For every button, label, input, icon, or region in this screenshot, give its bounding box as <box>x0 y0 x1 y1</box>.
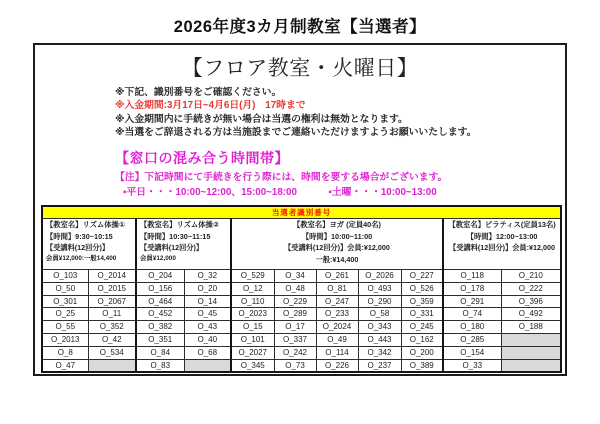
winner-id-cell: O_55 <box>42 321 88 334</box>
winner-id-cell: O_12 <box>231 282 274 295</box>
table-row <box>42 359 561 372</box>
winner-id-cell: O_103 <box>42 270 88 283</box>
winner-id-cell: O_210 <box>501 270 561 283</box>
class-header-line: 【受講料(12回分)】 <box>140 243 204 252</box>
winner-id-cell: O_2067 <box>88 295 136 308</box>
winner-id-cell: O_345 <box>231 359 274 372</box>
band-title: 当選者識別番号 <box>42 206 561 219</box>
winner-id-cell: O_15 <box>231 321 274 334</box>
class-header-line: 【時間】9:30~10:15 <box>46 231 113 241</box>
winner-id-cell: O_101 <box>231 333 274 346</box>
winner-id-cell: O_68 <box>184 346 231 359</box>
class-header-line: 【教室名】ピラティス(定員13名) <box>448 220 556 229</box>
winner-id-cell: O_290 <box>358 295 401 308</box>
congestion-note: 【注】下記時間にて手続きを行う際には、時間を要する場合がございます。 <box>115 172 448 183</box>
winner-id-cell: O_50 <box>42 282 88 295</box>
floor-class-heading: 【フロア教室・火曜日】 <box>181 56 419 80</box>
winner-id-cell: O_493 <box>358 282 401 295</box>
class-header-line: 【時間】10:30~11:15 <box>140 231 211 241</box>
winner-id-cell: O_11 <box>88 308 136 321</box>
winner-id-cell: O_83 <box>136 359 184 372</box>
winner-id-cell: O_8 <box>42 346 88 359</box>
note-line: ※当選をご辞退される方は当施設までご連絡いただけますようお願いいたします。 <box>115 126 477 138</box>
winner-id-cell: O_42 <box>88 333 136 346</box>
winner-id-cell: O_359 <box>401 295 443 308</box>
class-header-3 <box>231 219 443 270</box>
table-row <box>42 295 561 308</box>
winner-id-cell: O_180 <box>443 321 501 334</box>
winner-id-cell: O_118 <box>443 270 501 283</box>
winner-id-cell: O_2015 <box>88 282 136 295</box>
winner-id-cell: O_229 <box>274 295 316 308</box>
winner-id-cell: O_331 <box>401 308 443 321</box>
class-header-line: 【教室名】リズム体操① <box>46 220 126 229</box>
winner-id-cell: O_2013 <box>42 333 88 346</box>
winner-id-cell: O_156 <box>136 282 184 295</box>
winner-id-cell: O_351 <box>136 333 184 346</box>
table-row <box>42 308 561 321</box>
winner-id-cell: O_226 <box>316 359 358 372</box>
winner-id-cell: O_40 <box>184 333 231 346</box>
winner-id-cell: O_289 <box>274 308 316 321</box>
winner-id-cell: O_154 <box>443 346 501 359</box>
winner-id-cell: O_227 <box>401 270 443 283</box>
winner-id-cell: O_49 <box>316 333 358 346</box>
winner-id-cell: O_114 <box>316 346 358 359</box>
winner-id-cell: O_43 <box>184 321 231 334</box>
winner-id-cell: O_492 <box>501 308 561 321</box>
winner-id-cell: O_526 <box>401 282 443 295</box>
winner-id-cell: O_529 <box>231 270 274 283</box>
winner-id-cell: O_233 <box>316 308 358 321</box>
table-row <box>42 282 561 295</box>
winner-id-cell: O_2027 <box>231 346 274 359</box>
class-header-line: 一般:¥14,400 <box>315 254 359 264</box>
winners-table <box>41 205 562 373</box>
winner-id-cell: O_261 <box>316 270 358 283</box>
table-row <box>42 346 561 359</box>
winner-id-cell: O_247 <box>316 295 358 308</box>
note-line-payment-period: ※入金期間:3月17日~4月6日(月) 17時まで <box>115 100 306 112</box>
winner-id-cell: O_343 <box>358 321 401 334</box>
class-header-line: 【時間】10:00~11:00 <box>301 231 373 241</box>
class-header-line: 会員¥12,000:一般14,400 <box>46 254 117 262</box>
winner-id-cell: O_200 <box>401 346 443 359</box>
winner-id-cell: O_342 <box>358 346 401 359</box>
winner-id-cell: O_396 <box>501 295 561 308</box>
winner-id-cell: O_534 <box>88 346 136 359</box>
winner-id-cell: O_17 <box>274 321 316 334</box>
notice-panel <box>33 43 567 376</box>
class-header-line: 【受講料(12回分)】会員:¥12,000 <box>449 243 555 252</box>
class-header-line: 【時間】12:00~13:00 <box>466 231 538 241</box>
class-header-line: 【受講料(12回分)】 <box>46 243 110 252</box>
winner-id-cell: O_74 <box>443 308 501 321</box>
winner-id-cell: O_33 <box>443 359 501 372</box>
class-header-line: 会員¥12,000 <box>140 254 176 262</box>
winner-id-cell: O_2024 <box>316 321 358 334</box>
winner-id-cell: O_45 <box>184 308 231 321</box>
winner-id-cell: O_81 <box>316 282 358 295</box>
winner-id-cell: O_2014 <box>88 270 136 283</box>
winner-id-cell: O_452 <box>136 308 184 321</box>
winner-id-cell: O_242 <box>274 346 316 359</box>
saturday-times: ▪土曜・・・10:00~13:00 <box>328 187 437 198</box>
congestion-heading: 【窓口の混み合う時間帯】 <box>115 150 289 166</box>
winner-id-cell: O_245 <box>401 321 443 334</box>
winner-id-cell: O_110 <box>231 295 274 308</box>
winner-id-cell: O_25 <box>42 308 88 321</box>
class-header-4 <box>443 219 561 270</box>
winner-id-cell: O_58 <box>358 308 401 321</box>
winner-id-cell: O_222 <box>501 282 561 295</box>
winner-id-cell: O_301 <box>42 295 88 308</box>
winner-id-cell: O_382 <box>136 321 184 334</box>
empty-cell <box>184 359 231 372</box>
page-title: 2026年度3カ月制教室【当選者】 <box>173 18 427 36</box>
winner-id-cell: O_20 <box>184 282 231 295</box>
winner-id-cell: O_178 <box>443 282 501 295</box>
winner-id-cell: O_237 <box>358 359 401 372</box>
congestion-times <box>123 184 437 198</box>
winner-id-cell: O_32 <box>184 270 231 283</box>
winner-id-cell: O_48 <box>274 282 316 295</box>
class-header-line: 【教室名】リズム体操② <box>140 220 220 229</box>
class-header-2 <box>136 219 231 270</box>
winner-id-cell: O_389 <box>401 359 443 372</box>
empty-cell <box>88 359 136 372</box>
winner-id-cell: O_443 <box>358 333 401 346</box>
winner-id-cell: O_2026 <box>358 270 401 283</box>
winner-id-cell: O_73 <box>274 359 316 372</box>
note-line: ※下記、識別番号をご確認ください。 <box>115 87 282 98</box>
weekday-times: ▪平日・・・10:00~12:00、15:00~18:00 <box>123 187 297 198</box>
winner-id-cell: O_47 <box>42 359 88 372</box>
class-header-line: 【受講料(12回分)】会員:¥12,000 <box>284 243 390 252</box>
winner-id-cell: O_34 <box>274 270 316 283</box>
winner-id-cell: O_352 <box>88 321 136 334</box>
table-row <box>42 333 561 346</box>
winner-id-cell: O_2023 <box>231 308 274 321</box>
class-header-line: 【教室名】ヨガ (定員40名) <box>293 220 381 229</box>
winner-id-cell: O_188 <box>501 321 561 334</box>
empty-cell <box>501 359 561 372</box>
empty-cell <box>501 346 561 359</box>
note-line: ※入金期間内に手続きが無い場合は当選の権利は無効となります。 <box>115 113 408 125</box>
winner-id-cell: O_204 <box>136 270 184 283</box>
notes-list <box>115 86 476 139</box>
class-header-1 <box>42 219 136 270</box>
winner-id-cell: O_291 <box>443 295 501 308</box>
winner-id-cell: O_337 <box>274 333 316 346</box>
winner-id-cell: O_285 <box>443 333 501 346</box>
winner-id-cell: O_84 <box>136 346 184 359</box>
winner-id-cell: O_162 <box>401 333 443 346</box>
winner-id-cell: O_14 <box>184 295 231 308</box>
table-row <box>42 321 561 334</box>
empty-cell <box>501 333 561 346</box>
table-row <box>42 270 561 283</box>
winner-id-cell: O_464 <box>136 295 184 308</box>
